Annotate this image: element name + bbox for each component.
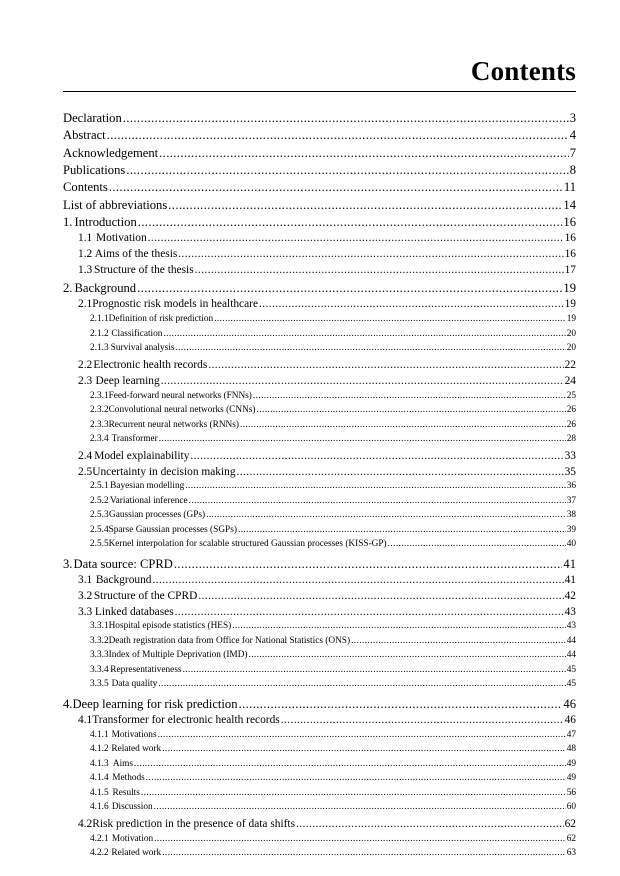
dot-leader — [259, 298, 564, 310]
dot-leader — [168, 198, 562, 213]
toc-entry-number: 4.1.6 — [90, 802, 109, 813]
toc-entry-label: Recurrent neural networks (RNNs) — [108, 419, 239, 430]
toc-entry-page: 37 — [566, 495, 576, 506]
toc-entry-label: Structure of the thesis — [94, 263, 194, 276]
toc-entry-page: 33 — [564, 449, 576, 462]
dot-leader — [138, 215, 563, 230]
dot-leader — [208, 359, 563, 371]
toc-entry-page: 44 — [566, 635, 576, 646]
toc-entry-label: Aims — [112, 758, 134, 769]
toc-entry-label: Uncertainty in decision making — [92, 465, 236, 478]
toc-entry[interactable] — [63, 574, 576, 586]
toc-entry[interactable] — [63, 264, 576, 276]
toc-entry[interactable] — [63, 314, 576, 324]
toc-entry[interactable] — [63, 405, 576, 415]
toc-entry-label: Definition of risk prediction — [108, 314, 214, 325]
dot-leader — [296, 818, 564, 830]
toc-entry-page: 26 — [566, 405, 576, 415]
toc-entry-label: Gaussian processes (GPs) — [109, 510, 206, 521]
page-title: Contents — [470, 56, 576, 86]
toc-entry-label: Data quality — [111, 679, 158, 690]
toc-entry-label: Results — [112, 787, 140, 798]
toc-entry[interactable] — [63, 802, 576, 812]
toc-entry[interactable] — [63, 636, 576, 646]
toc-entry-page: 19 — [564, 298, 576, 311]
toc-entry-page: 45 — [566, 664, 576, 675]
toc-entry-page: 19 — [566, 314, 576, 325]
dot-leader — [134, 759, 566, 769]
toc-entry-number: 3.3.4 — [90, 664, 109, 675]
toc-entry-page: 62 — [566, 833, 576, 844]
toc-entry-label: Motivation — [96, 232, 147, 245]
toc-entry[interactable] — [63, 714, 576, 726]
toc-entry-number: 2.3.2 — [90, 405, 109, 415]
toc-entry-label: Introduction — [74, 214, 137, 229]
toc-entry-page: 46 — [564, 714, 576, 726]
toc-entry-number: 1.1 — [78, 232, 93, 245]
toc-entry-number: 4.1 — [78, 714, 93, 726]
toc-entry[interactable] — [63, 557, 576, 572]
toc-entry[interactable] — [63, 510, 576, 520]
toc-entry-number: 3.1 — [78, 574, 93, 586]
toc-entry[interactable] — [63, 848, 576, 858]
toc-entry-number: 2.3 — [78, 374, 93, 387]
dot-leader — [158, 679, 565, 689]
toc-entry-page: 17 — [564, 263, 576, 276]
dot-leader — [107, 128, 569, 143]
toc-entry[interactable] — [63, 375, 576, 387]
toc-entry-page: 22 — [564, 358, 576, 371]
toc-entry-label: Index of Multiple Deprivation (IMD) — [108, 650, 248, 661]
dot-leader — [163, 329, 565, 339]
toc-entry-page: 42 — [564, 589, 576, 602]
title-rule — [63, 91, 576, 92]
toc-entry[interactable] — [63, 679, 576, 689]
toc-entry-page: 20 — [566, 343, 576, 354]
toc-entry-number: 3.3.5 — [90, 679, 109, 690]
toc-entry[interactable] — [63, 281, 576, 296]
toc-entry-page: 3 — [569, 111, 576, 125]
dot-leader — [238, 525, 566, 535]
toc-entry[interactable] — [63, 665, 576, 675]
toc-entry-page: 39 — [566, 524, 576, 535]
toc-entry-label: Methods — [112, 773, 145, 784]
toc-entry-page: 19 — [563, 281, 576, 295]
toc-entry-page: 44 — [566, 650, 576, 661]
toc-entry-label: Hospital episode statistics (HES) — [108, 621, 232, 632]
toc-entry-number: 3.3.3 — [90, 650, 109, 661]
toc-entry-number: 2.1.1 — [90, 314, 109, 325]
dot-leader — [214, 314, 566, 324]
toc-entry[interactable] — [63, 111, 576, 126]
toc-entry-label: Risk prediction in the presence of data shifts — [92, 818, 296, 831]
toc-entry-number: 1. — [63, 214, 73, 229]
toc-entry[interactable] — [63, 146, 576, 161]
toc-entry-label: Structure of the CPRD — [93, 589, 198, 602]
toc-entry-page: 62 — [564, 818, 576, 831]
toc-entry-page: 11 — [563, 180, 576, 195]
toc-entry-page: 25 — [566, 390, 576, 401]
toc-entry-number: 1.2 — [78, 247, 93, 260]
toc-entry-page: 45 — [566, 679, 576, 690]
toc-entry-page: 38 — [566, 510, 576, 521]
toc-entry[interactable] — [63, 391, 576, 401]
toc-entry-number: 3.3.1 — [90, 621, 109, 632]
dot-leader — [174, 557, 563, 572]
dot-leader — [146, 773, 566, 783]
toc-entry-number: 1.3 — [78, 263, 93, 276]
dot-leader — [175, 343, 565, 353]
dot-leader — [206, 510, 566, 520]
toc-entry-number: 2.5.5 — [90, 539, 109, 550]
toc-entry-page: 63 — [566, 848, 576, 859]
dot-leader — [249, 650, 566, 660]
toc-entry[interactable] — [63, 606, 576, 618]
toc-entry-number: 2.1.3 — [90, 343, 109, 354]
toc-entry-label: Death registration data from Office for National Statistics (ONS) — [108, 635, 351, 646]
toc-entry-number: 4.1.2 — [90, 744, 109, 755]
dot-leader — [237, 466, 564, 478]
toc-entry-page: 8 — [569, 162, 576, 177]
toc-entry-label: Discussion — [111, 802, 153, 813]
toc-entry-page: 26 — [566, 419, 576, 430]
toc-entry-label: Bayesian modelling — [110, 481, 185, 492]
dot-leader — [190, 450, 563, 462]
dot-leader — [253, 391, 566, 401]
toc-entry-label: Deep learning for risk prediction — [72, 696, 238, 711]
toc-entry-number: 3.3 — [78, 605, 93, 618]
toc-entry-label: Publications — [63, 162, 126, 177]
toc-entry[interactable] — [63, 128, 576, 143]
toc-entry[interactable] — [63, 248, 576, 260]
toc-entry-label: Related work — [111, 744, 162, 755]
toc-entry-page: 36 — [566, 481, 576, 492]
toc-entry-number: 2.5.2 — [90, 495, 109, 506]
toc-entry[interactable] — [63, 697, 576, 712]
toc-entry-page: 41 — [564, 574, 576, 586]
toc-entry-number: 2.5 — [78, 465, 93, 478]
toc-entry-page: 56 — [566, 787, 576, 798]
toc-entry-number: 2.1 — [78, 298, 93, 311]
toc-entry-label: Aims of the thesis — [94, 247, 178, 260]
toc-entry[interactable] — [63, 359, 576, 371]
toc-entry[interactable] — [63, 481, 576, 491]
toc-entry-label: Representativeness — [110, 664, 182, 675]
toc-entry-number: 2. — [63, 281, 73, 295]
toc-entry-number: 4.1.3 — [90, 758, 109, 769]
toc-entry-label: Prognostic risk models in healthcare — [92, 298, 259, 311]
dot-leader — [159, 146, 569, 161]
toc-entry[interactable] — [63, 539, 576, 549]
toc-entry[interactable] — [63, 198, 576, 213]
toc-entry-label: Deep learning — [95, 374, 160, 387]
dot-leader — [189, 496, 566, 506]
toc-entry-number: 4.1.1 — [90, 729, 109, 740]
toc-entry-page: 49 — [566, 773, 576, 784]
toc-entry-label: Model explainability — [94, 449, 190, 462]
dot-leader — [153, 574, 564, 586]
dot-leader — [123, 111, 569, 126]
toc-entry-number: 4.2.1 — [90, 833, 109, 844]
toc-entry-number: 3.2 — [78, 589, 93, 602]
dot-leader — [141, 788, 566, 798]
toc-entry[interactable] — [63, 525, 576, 535]
dot-leader — [232, 621, 565, 631]
toc-entry-label: Acknowledgement — [63, 145, 159, 160]
toc-entry-number: 4.1.4 — [90, 773, 109, 784]
toc-entry-number: 4.2.2 — [90, 848, 109, 859]
dot-leader — [126, 163, 568, 178]
toc-entry-page: 60 — [566, 802, 576, 813]
toc-entry-number: 2.2 — [78, 358, 93, 371]
toc-entry-label: Sparse Gaussian processes (SGPs) — [108, 524, 237, 535]
toc-entry[interactable] — [63, 232, 576, 244]
toc-entry-page: 43 — [566, 621, 576, 632]
toc-entry-number: 2.5.4 — [90, 524, 109, 535]
toc-entry-label: Kernel interpolation for scalable structured Gaussian processes (KISS-GP) — [108, 539, 387, 550]
toc-entry-label: List of abbreviations — [63, 197, 168, 212]
toc-entry-page: 16 — [564, 232, 576, 245]
toc-entry[interactable] — [63, 788, 576, 798]
toc-entry-label: Abstract — [63, 128, 106, 143]
toc-entry-label: Linked databases — [94, 605, 174, 618]
toc-entry-number: 2.3.4 — [90, 434, 109, 444]
toc-entry-page: 14 — [563, 197, 576, 212]
toc-entry-label: Motivation — [111, 833, 154, 844]
toc-entry-page: 41 — [563, 556, 576, 571]
toc-entry-number: 2.1.2 — [90, 328, 109, 339]
toc-entry-label: Related work — [111, 848, 162, 859]
toc-entry[interactable] — [63, 329, 576, 339]
toc-entry-number: 2.5.3 — [90, 510, 109, 521]
dot-leader — [154, 802, 566, 812]
dot-leader — [198, 590, 563, 602]
toc-entry[interactable] — [63, 496, 576, 506]
toc-entry-label: Motivations — [111, 729, 157, 740]
toc-entry[interactable] — [63, 759, 576, 769]
toc-entry-label: Survival analysis — [110, 343, 175, 354]
toc-entry-label: Background — [74, 281, 137, 295]
toc-entry-page: 43 — [564, 605, 576, 618]
toc-entry-page: 48 — [566, 744, 576, 755]
dot-leader — [162, 744, 566, 754]
toc-entry-label: Variational inference — [109, 495, 188, 506]
toc-entry-number: 4. — [63, 696, 73, 711]
toc-entry-page: 35 — [564, 465, 576, 478]
toc-entry-page: 16 — [564, 247, 576, 260]
dot-leader — [195, 264, 564, 276]
toc-entry[interactable] — [63, 650, 576, 660]
toc-entry-label: Transformer for electronic health records — [92, 714, 280, 726]
dot-leader — [281, 714, 564, 726]
toc-entry[interactable] — [63, 834, 576, 844]
toc-entry-page: 40 — [566, 539, 576, 550]
toc-entry[interactable] — [63, 343, 576, 353]
dot-leader — [162, 848, 566, 858]
toc-entry-page: 7 — [569, 145, 576, 160]
dot-leader — [175, 606, 564, 618]
toc-entry-page: 47 — [566, 729, 576, 740]
toc-entry-number: 4.1.5 — [90, 787, 109, 798]
toc-entry-label: Transformer — [111, 434, 158, 444]
dot-leader — [148, 232, 564, 244]
toc-entry[interactable] — [63, 730, 576, 740]
toc-entry[interactable] — [63, 420, 576, 430]
toc-entry-label: Feed-forward neural networks (FNNs) — [108, 390, 252, 401]
toc-entry[interactable] — [63, 434, 576, 444]
dot-leader — [158, 730, 566, 740]
toc-entry-label: Contents — [63, 180, 108, 195]
toc-entry-page: 24 — [564, 374, 576, 387]
dot-leader — [161, 375, 564, 387]
toc-entry[interactable] — [63, 180, 576, 195]
toc-entry-number: 3.3.2 — [90, 635, 109, 646]
toc-entry-page: 16 — [563, 214, 576, 229]
toc-entry-number: 2.3.1 — [90, 390, 109, 401]
dot-leader — [183, 665, 566, 675]
dot-leader — [257, 405, 566, 415]
toc-entry-page: 20 — [566, 328, 576, 339]
toc-entry-page: 49 — [566, 758, 576, 769]
toc-entry-label: Data source: CPRD — [73, 556, 173, 571]
dot-leader — [351, 636, 566, 646]
toc-entry-page: 4 — [569, 128, 576, 143]
toc-entry[interactable] — [63, 621, 576, 631]
toc-entry-page: 46 — [563, 696, 576, 711]
toc-entry-label: Classification — [111, 328, 163, 339]
dot-leader — [178, 248, 563, 260]
dot-leader — [388, 539, 566, 549]
toc-entry-number: 2.5.1 — [90, 481, 109, 492]
dot-leader — [239, 697, 563, 712]
toc-entry-label: Electronic health records — [93, 358, 208, 371]
toc-entry[interactable] — [63, 163, 576, 178]
toc-entry-label: Background — [95, 574, 152, 586]
dot-leader — [159, 434, 566, 444]
toc-entry-label: Declaration — [63, 111, 122, 125]
toc-entry-label: Convolutional neural networks (CNNs) — [108, 405, 256, 415]
toc-entry[interactable] — [63, 773, 576, 783]
dot-leader — [185, 481, 565, 491]
toc-entry-number: 4.2 — [78, 818, 93, 831]
toc-entry[interactable] — [63, 466, 576, 478]
toc-entry-page: 28 — [566, 434, 576, 444]
dot-leader — [154, 834, 566, 844]
dot-leader — [137, 281, 562, 296]
toc-entry[interactable] — [63, 818, 576, 830]
toc-entry-number: 2.3.3 — [90, 419, 109, 430]
toc-entry-number: 2.4 — [78, 449, 93, 462]
dot-leader — [109, 180, 563, 195]
toc-entry[interactable] — [63, 744, 576, 754]
toc-entry[interactable] — [63, 450, 576, 462]
dot-leader — [240, 420, 566, 430]
toc-entry[interactable] — [63, 215, 576, 230]
toc-entry[interactable] — [63, 590, 576, 602]
toc-entry-number: 3. — [63, 556, 73, 571]
toc-entry[interactable] — [63, 298, 576, 310]
